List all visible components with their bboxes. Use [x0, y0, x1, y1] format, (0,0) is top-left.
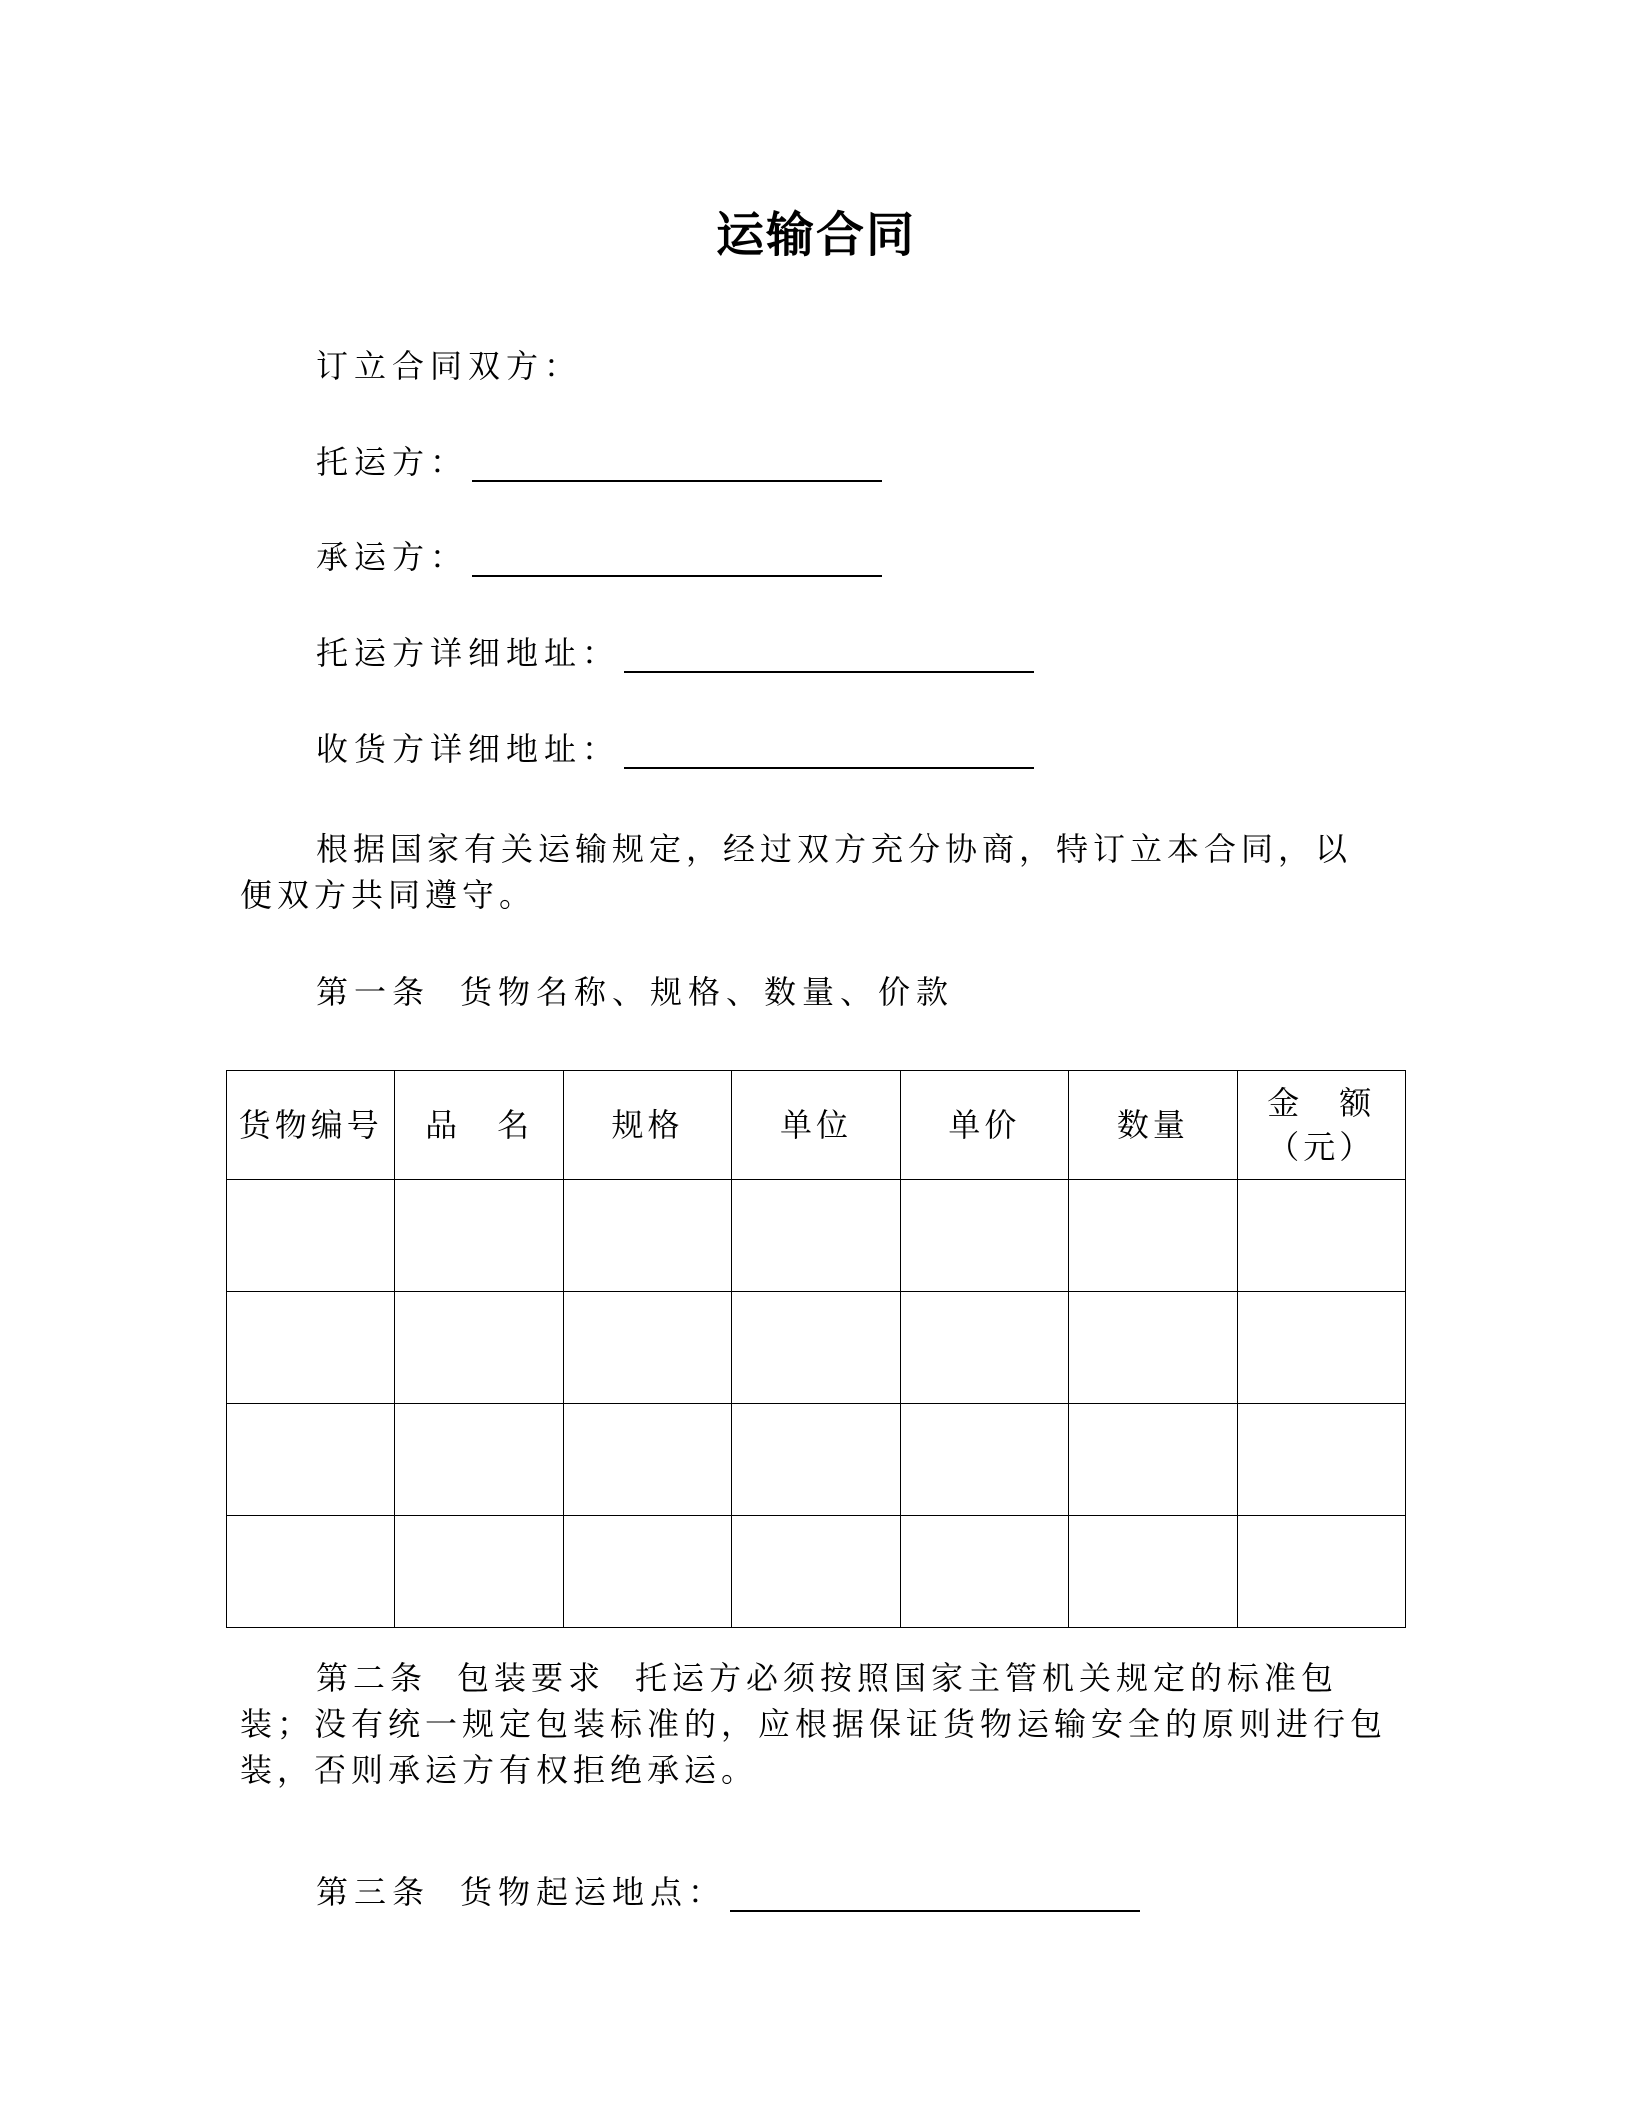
header-specification: 规格 — [563, 1071, 731, 1180]
table-cell[interactable] — [395, 1516, 563, 1628]
article2-paragraph — [240, 1655, 1388, 1793]
shipper-label: 托运方： — [316, 443, 469, 481]
table-cell[interactable] — [227, 1292, 395, 1404]
table-row — [227, 1292, 1406, 1404]
table-cell[interactable] — [1237, 1180, 1405, 1292]
table-cell[interactable] — [563, 1292, 731, 1404]
goods-table — [226, 1070, 1406, 1628]
shipper-blank[interactable] — [472, 450, 882, 482]
table-cell[interactable] — [227, 1404, 395, 1516]
header-quantity: 数量 — [1069, 1071, 1237, 1180]
header-unit-price: 单价 — [900, 1071, 1068, 1180]
shipper-field — [316, 442, 882, 482]
table-row — [227, 1404, 1406, 1516]
table-header-row — [227, 1071, 1406, 1180]
table-cell[interactable] — [732, 1404, 900, 1516]
header-product-name: 品 名 — [395, 1071, 563, 1180]
carrier-label: 承运方： — [316, 538, 469, 576]
header-amount: 金 额（元） — [1237, 1071, 1405, 1180]
document-title: 运输合同 — [715, 207, 916, 263]
shipper-address-field — [316, 633, 1034, 673]
table-cell[interactable] — [395, 1180, 563, 1292]
consignee-address-label: 收货方详细地址： — [316, 730, 621, 768]
table-cell[interactable] — [732, 1292, 900, 1404]
parties-heading: 订立合同双方： — [316, 347, 583, 385]
article3-number: 第三条 — [316, 1873, 431, 1911]
table-cell[interactable] — [1237, 1292, 1405, 1404]
table-row — [227, 1516, 1406, 1628]
article2-number: 第二条 — [316, 1659, 428, 1697]
article3-line — [316, 1872, 1140, 1912]
shipper-address-label: 托运方详细地址： — [316, 634, 621, 672]
header-goods-number: 货物编号 — [227, 1071, 395, 1180]
article3-title: 货物起运地点： — [460, 1873, 727, 1911]
consignee-address-blank[interactable] — [624, 737, 1034, 769]
header-unit: 单位 — [732, 1071, 900, 1180]
table-cell[interactable] — [1069, 1292, 1237, 1404]
table-cell[interactable] — [900, 1516, 1068, 1628]
article1-title: 货物名称、规格、数量、价款 — [460, 973, 955, 1011]
table-cell[interactable] — [1069, 1404, 1237, 1516]
table-cell[interactable] — [227, 1180, 395, 1292]
carrier-blank[interactable] — [472, 545, 882, 577]
consignee-address-field — [316, 729, 1034, 769]
table-row — [227, 1180, 1406, 1292]
table-cell[interactable] — [227, 1516, 395, 1628]
table-cell[interactable] — [1237, 1516, 1405, 1628]
table-cell[interactable] — [395, 1404, 563, 1516]
table-cell[interactable] — [1069, 1180, 1237, 1292]
table-cell[interactable] — [563, 1180, 731, 1292]
table-cell[interactable] — [900, 1404, 1068, 1516]
table-cell[interactable] — [732, 1516, 900, 1628]
article1-heading — [316, 972, 954, 1012]
preamble-paragraph: 根据国家有关运输规定，经过双方充分协商，特订立本合同，以便双方共同遵守。 — [240, 830, 1353, 914]
table-cell[interactable] — [563, 1516, 731, 1628]
table-cell[interactable] — [732, 1180, 900, 1292]
table-cell[interactable] — [395, 1292, 563, 1404]
article2-title: 包装要求 — [457, 1659, 606, 1697]
origin-location-blank[interactable] — [730, 1880, 1140, 1912]
shipper-address-blank[interactable] — [624, 641, 1034, 673]
table-cell[interactable] — [1069, 1516, 1237, 1628]
table-cell[interactable] — [563, 1404, 731, 1516]
article2-text: 托运方必须按照国家主管机关规定的标准包装；没有统一规定包装标准的，应根据保证货物运输安全的原则进行包装，否则承运方有权拒绝承运。 — [240, 1659, 1388, 1789]
table-cell[interactable] — [900, 1292, 1068, 1404]
article1-number: 第一条 — [316, 973, 431, 1011]
table-cell[interactable] — [900, 1180, 1068, 1292]
carrier-field — [316, 537, 882, 577]
table-cell[interactable] — [1237, 1404, 1405, 1516]
